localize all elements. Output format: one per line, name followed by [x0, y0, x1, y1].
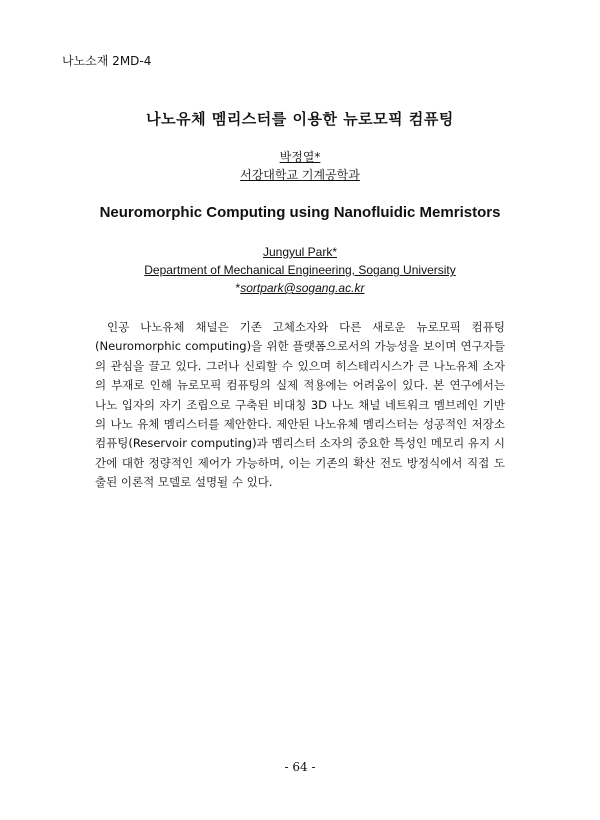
- english-author: Jungyul Park*: [262, 245, 338, 259]
- page-number: - 64 -: [284, 760, 316, 774]
- korean-title: 나노유체 멤리스터를 이용한 뉴로모픽 컴퓨팅: [146, 110, 454, 128]
- session-code: 나노소재 2MD-4: [62, 54, 152, 68]
- english-title: Neuromorphic Computing using Nanofluidic Memristors: [99, 204, 501, 221]
- author-email: [0, 281, 600, 295]
- email-asterisk: *: [235, 281, 241, 295]
- abstract-body: 인공 나노유체 채널은 기존 고체소자와 다른 새로운 뉴로모픽 컴퓨팅(Neuromorphic computing)을 위한 플랫폼으로서의 가능성을 보이며 연구자들의 관심을 끌고 있다. 그러나 신뢰할 수 있으며 히스테리시스가 큰 나노유체 소자의 부재로 인해 뉴로모픽 컴퓨팅의 실제 적용에는 어려움이 있다. 본 연구에서는 나노 입자의 자기 조립으로 구축된 비대칭 3D 나노 채널 네트워크 멤브레인 기반의 나노 유체 멤리스터를 제안한다. 제안된 나노유체 멤리스터는 성공적인 저장소 컴퓨팅(Reservoir computing)과 멤리스터 소자의 중요한 특성인 메모리 유지 시간에 대한 정량적인 제어가 가능하며, 이는 기존의 확산 전도 방정식에서 직접 도출된 이론적 모델로 설명될 수 있다.: [95, 320, 505, 490]
- korean-affiliation: 서강대학교 기계공학과: [240, 168, 360, 182]
- korean-author: 박정열*: [279, 150, 321, 164]
- email-address[interactable]: sortpark@sogang.ac.kr: [240, 281, 365, 295]
- english-affiliation: Department of Mechanical Engineering, Sogang University: [144, 263, 456, 277]
